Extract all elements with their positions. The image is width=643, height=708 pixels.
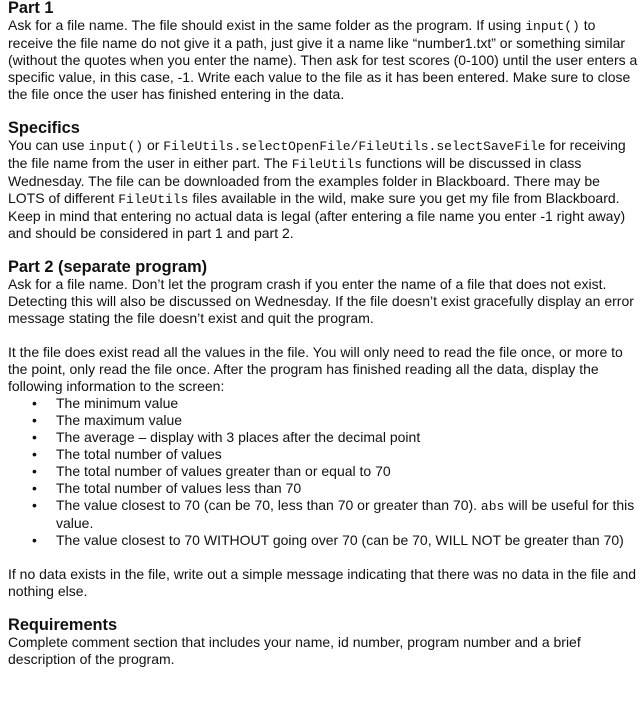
part2-paragraph-2: It the file does exist read all the values in the file. You will only need to read the file once, or more to the point, only read the file once. After the program has finished reading all the data, display the following information to the screen: [8, 344, 623, 394]
list-item [56, 395, 638, 412]
part1-paragraph [8, 17, 638, 103]
text-run: The value closest to 70 WITHOUT going over 70 (can be 70, WILL NOT be greater than 70) [56, 532, 624, 548]
spacer [8, 103, 638, 120]
inline-code: FileUtils.selectOpenFile/FileUtils.selectSaveFile [163, 139, 546, 154]
inline-code: input() [88, 139, 144, 154]
text-run: files available in the wild, make sure you get my file from Blackboard. Keep in mind that entering no actual data is legal (after entering a file name you enter -1 right away) and should be considered in part 1 and part 2. [8, 190, 626, 241]
part2-paragraph-3: If no data exists in the file, write out a simple message indicating that there was no data in the file and nothing else. [8, 566, 637, 599]
spacer [8, 327, 638, 344]
list-item [56, 429, 638, 446]
list-item [56, 412, 638, 429]
inline-code: abs [480, 499, 505, 514]
inline-code: FileUtils [118, 192, 189, 207]
list-item [56, 497, 638, 532]
list-item [56, 463, 638, 480]
text-run: The total number of values [56, 446, 222, 462]
text-run: will be useful for this value. [56, 497, 635, 531]
specifics-paragraph [8, 137, 638, 242]
list-item [56, 446, 638, 463]
text-run: to receive the file name do not give it a path, just give it a name like “number1.txt” or something similar (without the quotes when you enter the name). Then ask for test scores (0-100) until the user enters a specific value, in this case, -1. Write each value to the file as it has been entered. Make sure to close the file once the user has finished entering in the data. [8, 17, 638, 102]
text-run: Ask for a file name. The file should exist in the same folder as the program. If using [8, 17, 526, 33]
output-requirements-list [8, 395, 638, 549]
text-run: functions will be discussed in class Wednesday. The file can be downloaded from the examples folder in Blackboard. There may be LOTS of different [8, 155, 600, 206]
text-run: The total number of values less than 70 [56, 480, 302, 496]
inline-code: input() [525, 19, 580, 34]
list-item [56, 532, 638, 549]
spacer [8, 242, 638, 259]
text-run: The minimum value [56, 395, 179, 411]
document [8, 0, 638, 668]
spacer [8, 600, 638, 617]
text-run: or [143, 137, 164, 153]
text-run: for receiving the file name from the user in either part. The [8, 137, 626, 171]
list-item [56, 480, 638, 497]
text-run: The maximum value [56, 412, 183, 428]
spacer [8, 549, 638, 566]
text-run: The average – display with 3 places after the decimal point [56, 429, 421, 445]
inline-code: FileUtils [291, 157, 362, 172]
text-run: The value closest to 70 (can be 70, less than 70 or greater than 70). [56, 497, 481, 513]
text-run: You can use [8, 137, 89, 153]
part2-paragraph-1: Ask for a file name. Don’t let the program crash if you enter the name of a file that does not exist. Detecting this will also be discussed on Wednesday. If the file doesn’t exist gracefully display an error message stating the file doesn’t exist and quit the program. [8, 276, 634, 326]
part1-heading: Part 1 [8, 0, 54, 17]
text-run: The total number of values greater than or equal to 70 [56, 463, 391, 479]
requirements-paragraph: Complete comment section that includes your name, id number, program number and a brief description of the program. [8, 634, 581, 667]
part2-heading: Part 2 (separate program) [8, 258, 208, 276]
requirements-heading: Requirements [8, 616, 118, 634]
specifics-heading: Specifics [8, 119, 80, 137]
